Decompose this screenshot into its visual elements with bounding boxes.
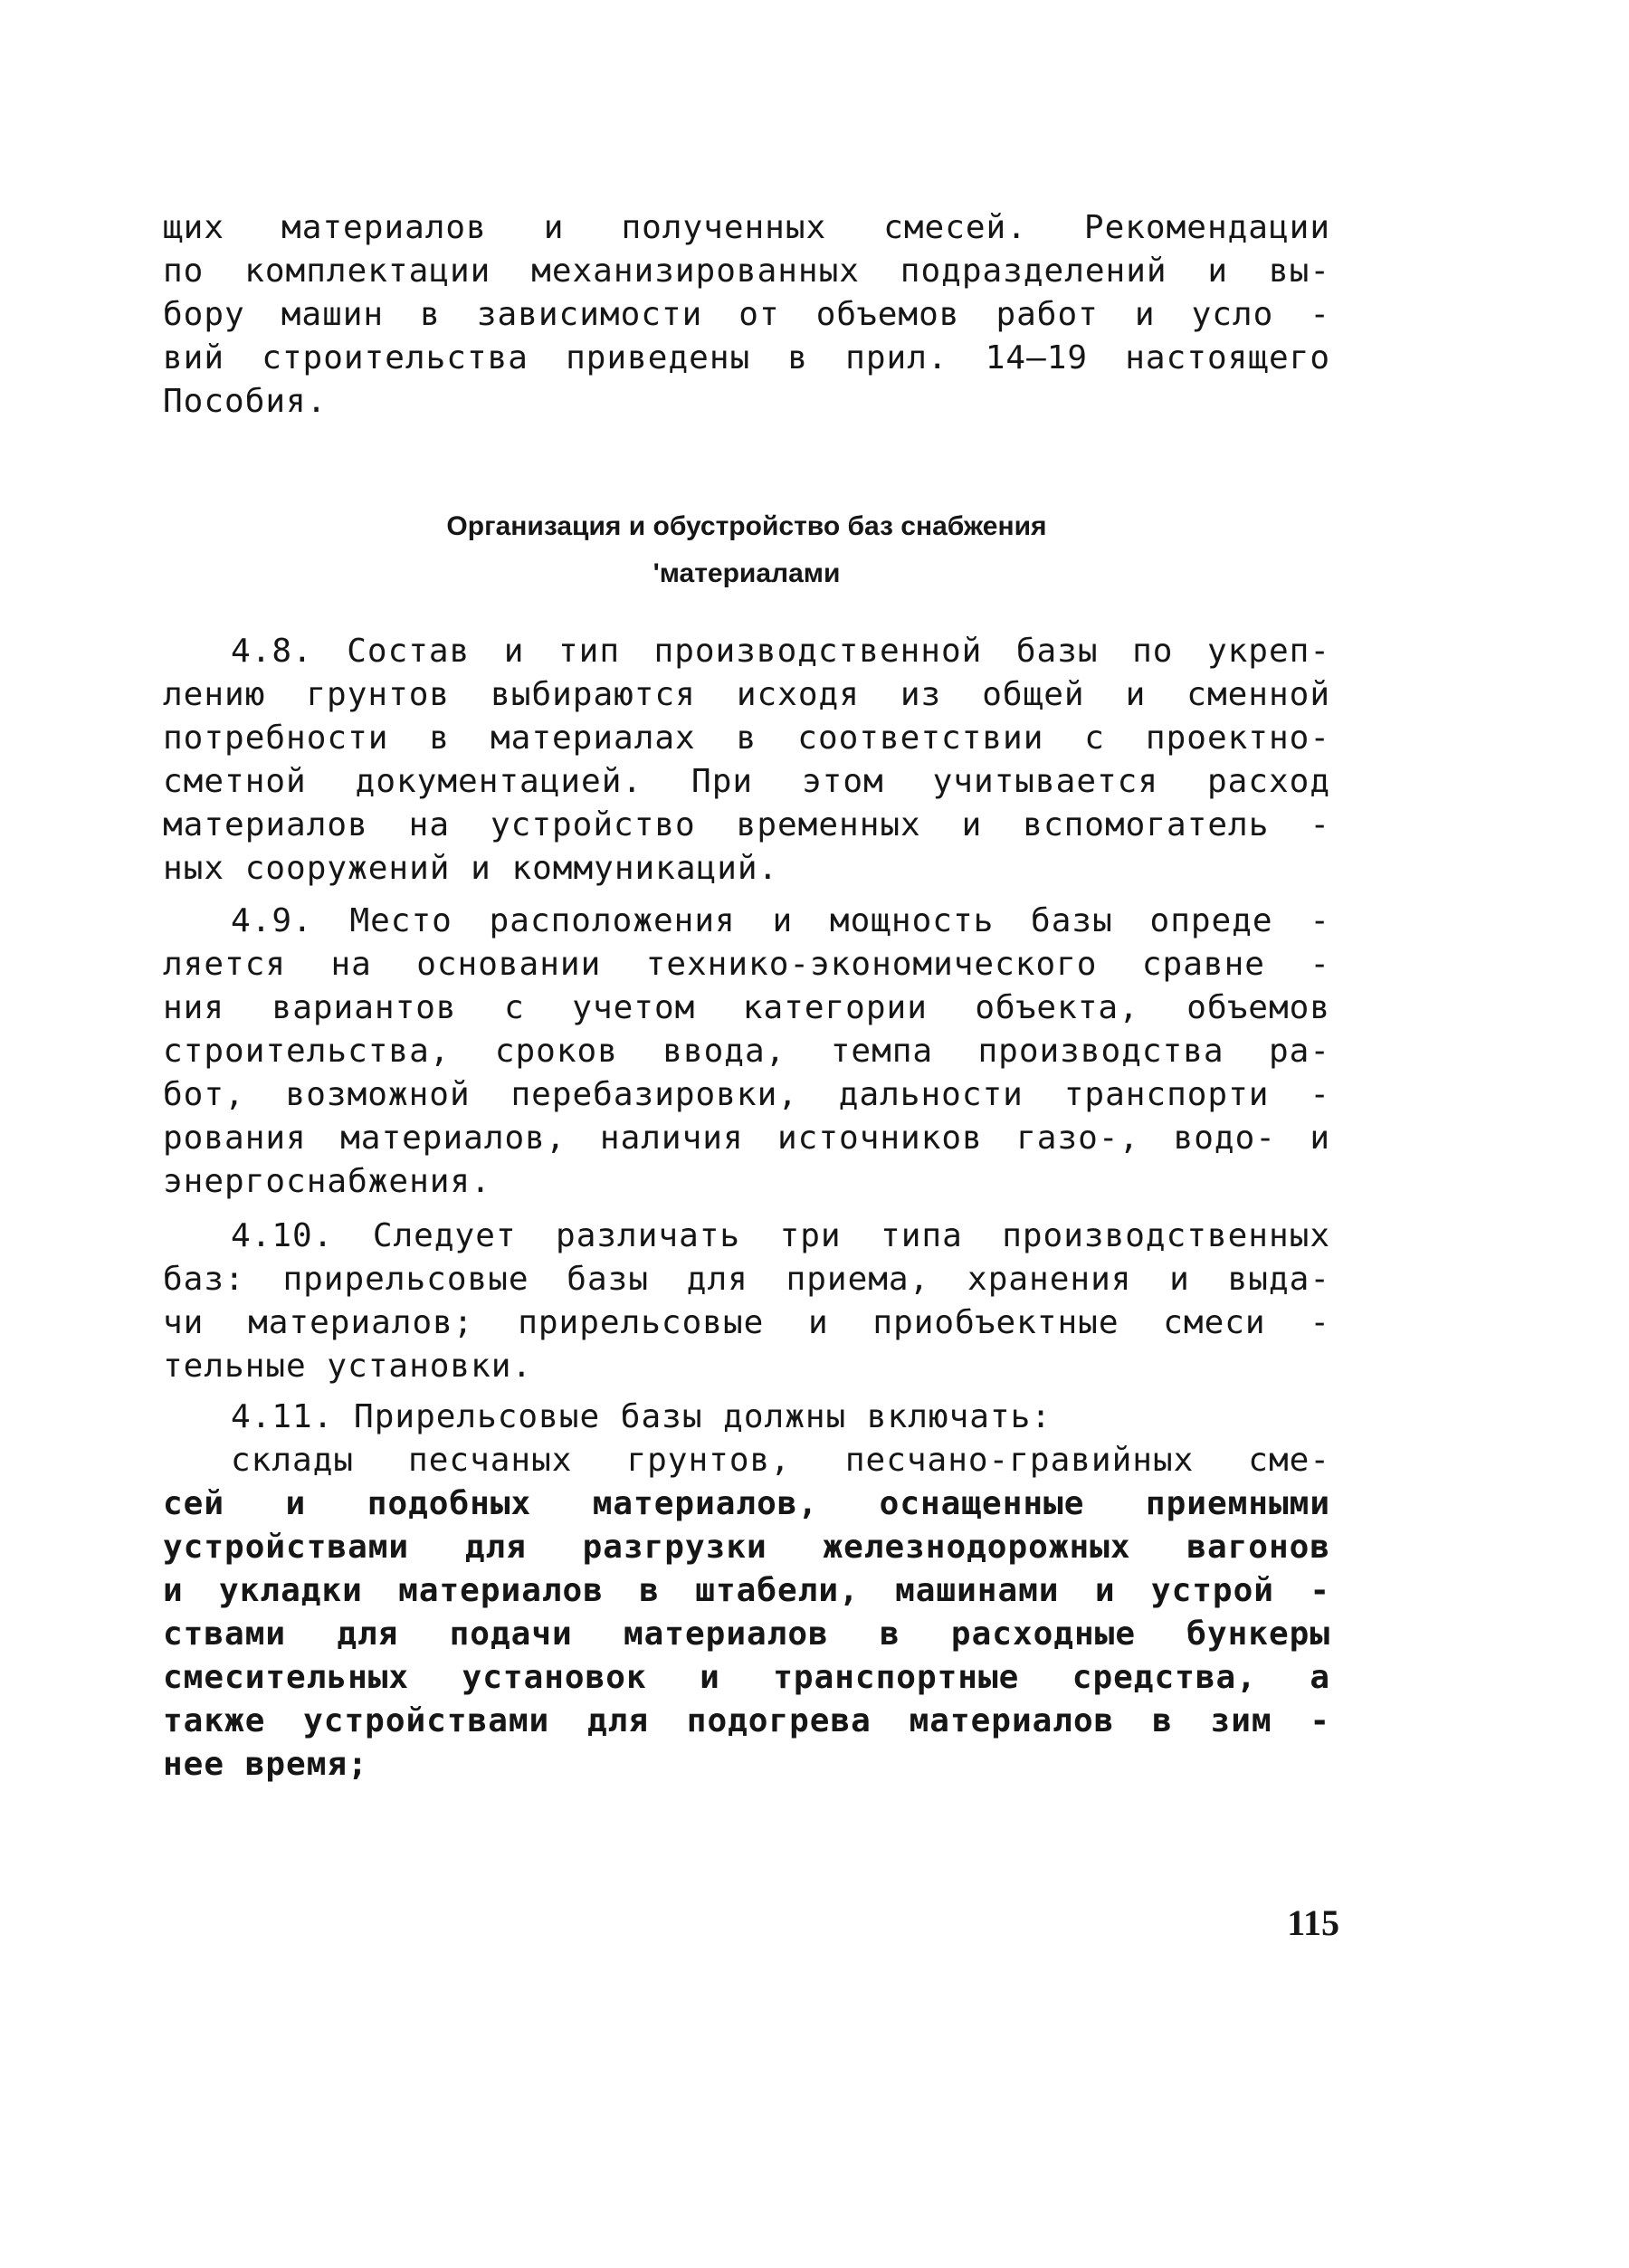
intro-paragraph bbox=[163, 206, 1330, 424]
paragraph-line: ния вариантов с учетом категории объекта, объемов bbox=[163, 989, 1330, 1026]
paragraph-line: баз: прирельсовые базы для приема, хранения и выда- bbox=[163, 1261, 1330, 1298]
paragraph-4-8 bbox=[163, 630, 1330, 891]
paragraph-4-11 bbox=[163, 1396, 1330, 1787]
paragraph-line: чи материалов; прирельсовые и приобъектные смеси - bbox=[163, 1304, 1330, 1341]
paragraph-4-9 bbox=[163, 900, 1330, 1204]
paragraph-line: и укладки материалов в штабели, машинами и устрой - bbox=[163, 1572, 1330, 1609]
paragraph-line: бот, возможной перебазировки, дальности транспорти - bbox=[163, 1076, 1330, 1113]
paragraph-line: ных сооружений и коммуникаций. bbox=[163, 850, 779, 887]
intro-line: бору машин в зависимости от объемов работ и усло - bbox=[163, 296, 1330, 333]
paragraph-line: нее время; bbox=[163, 1746, 368, 1783]
paragraph-line: рования материалов, наличия источников газо-, водо- и bbox=[163, 1120, 1330, 1157]
intro-line: по комплектации механизированных подразделений и вы- bbox=[163, 253, 1330, 290]
intro-line: щих материалов и полученных смесей. Рекомендации bbox=[163, 209, 1330, 246]
paragraph-line: тельные установки. bbox=[163, 1348, 533, 1385]
paragraph-line: лению грунтов выбираются исходя из общей и сменной bbox=[163, 676, 1330, 713]
paragraph-line: также устройствами для подогрева материалов в зим - bbox=[163, 1702, 1330, 1739]
paragraph-line: ствами для подачи материалов в расходные бункеры bbox=[163, 1615, 1330, 1653]
paragraph-line: 4.11. Прирельсовые базы должны включать: bbox=[231, 1398, 1052, 1435]
paragraph-line: потребности в материалах в соответствии с проектно- bbox=[163, 719, 1330, 757]
paragraph-line: 4.9. Место расположения и мощность базы опреде - bbox=[231, 902, 1330, 939]
intro-line: Пособия. bbox=[163, 383, 328, 420]
paragraph-line: 4.8. Состав и тип производственной базы по укреп- bbox=[231, 633, 1330, 670]
paragraph-line: сей и подобных материалов, оснащенные приемными bbox=[163, 1485, 1330, 1522]
paragraph-line: ляется на основании технико-экономического сравне - bbox=[163, 946, 1330, 983]
paragraph-4-10 bbox=[163, 1215, 1330, 1388]
paragraph-line: смесительных установок и транспортные средства, а bbox=[163, 1659, 1330, 1696]
paragraph-line: 4.10. Следует различать три типа производственных bbox=[231, 1217, 1330, 1254]
paragraph-line: сметной документацией. При этом учитывается расход bbox=[163, 763, 1330, 800]
paragraph-line: устройствами для разгрузки железнодорожных вагонов bbox=[163, 1529, 1330, 1566]
page-number: 115 bbox=[1287, 1902, 1339, 1943]
paragraph-line: строительства, сроков ввода, темпа производства ра- bbox=[163, 1033, 1330, 1070]
section-heading-line-1: Организация и обустройство баз снабжения bbox=[446, 511, 1047, 541]
paragraph-line: энергоснабжения. bbox=[163, 1163, 491, 1200]
paragraph-line: склады песчаных грунтов, песчано-гравийных сме- bbox=[231, 1442, 1330, 1479]
section-heading bbox=[163, 503, 1330, 597]
section-heading-line-2: 'материалами bbox=[653, 558, 841, 588]
intro-line: вий строительства приведены в прил. 14–19 настоящего bbox=[163, 339, 1330, 376]
paragraph-line: материалов на устройство временных и вспомогатель - bbox=[163, 806, 1330, 843]
